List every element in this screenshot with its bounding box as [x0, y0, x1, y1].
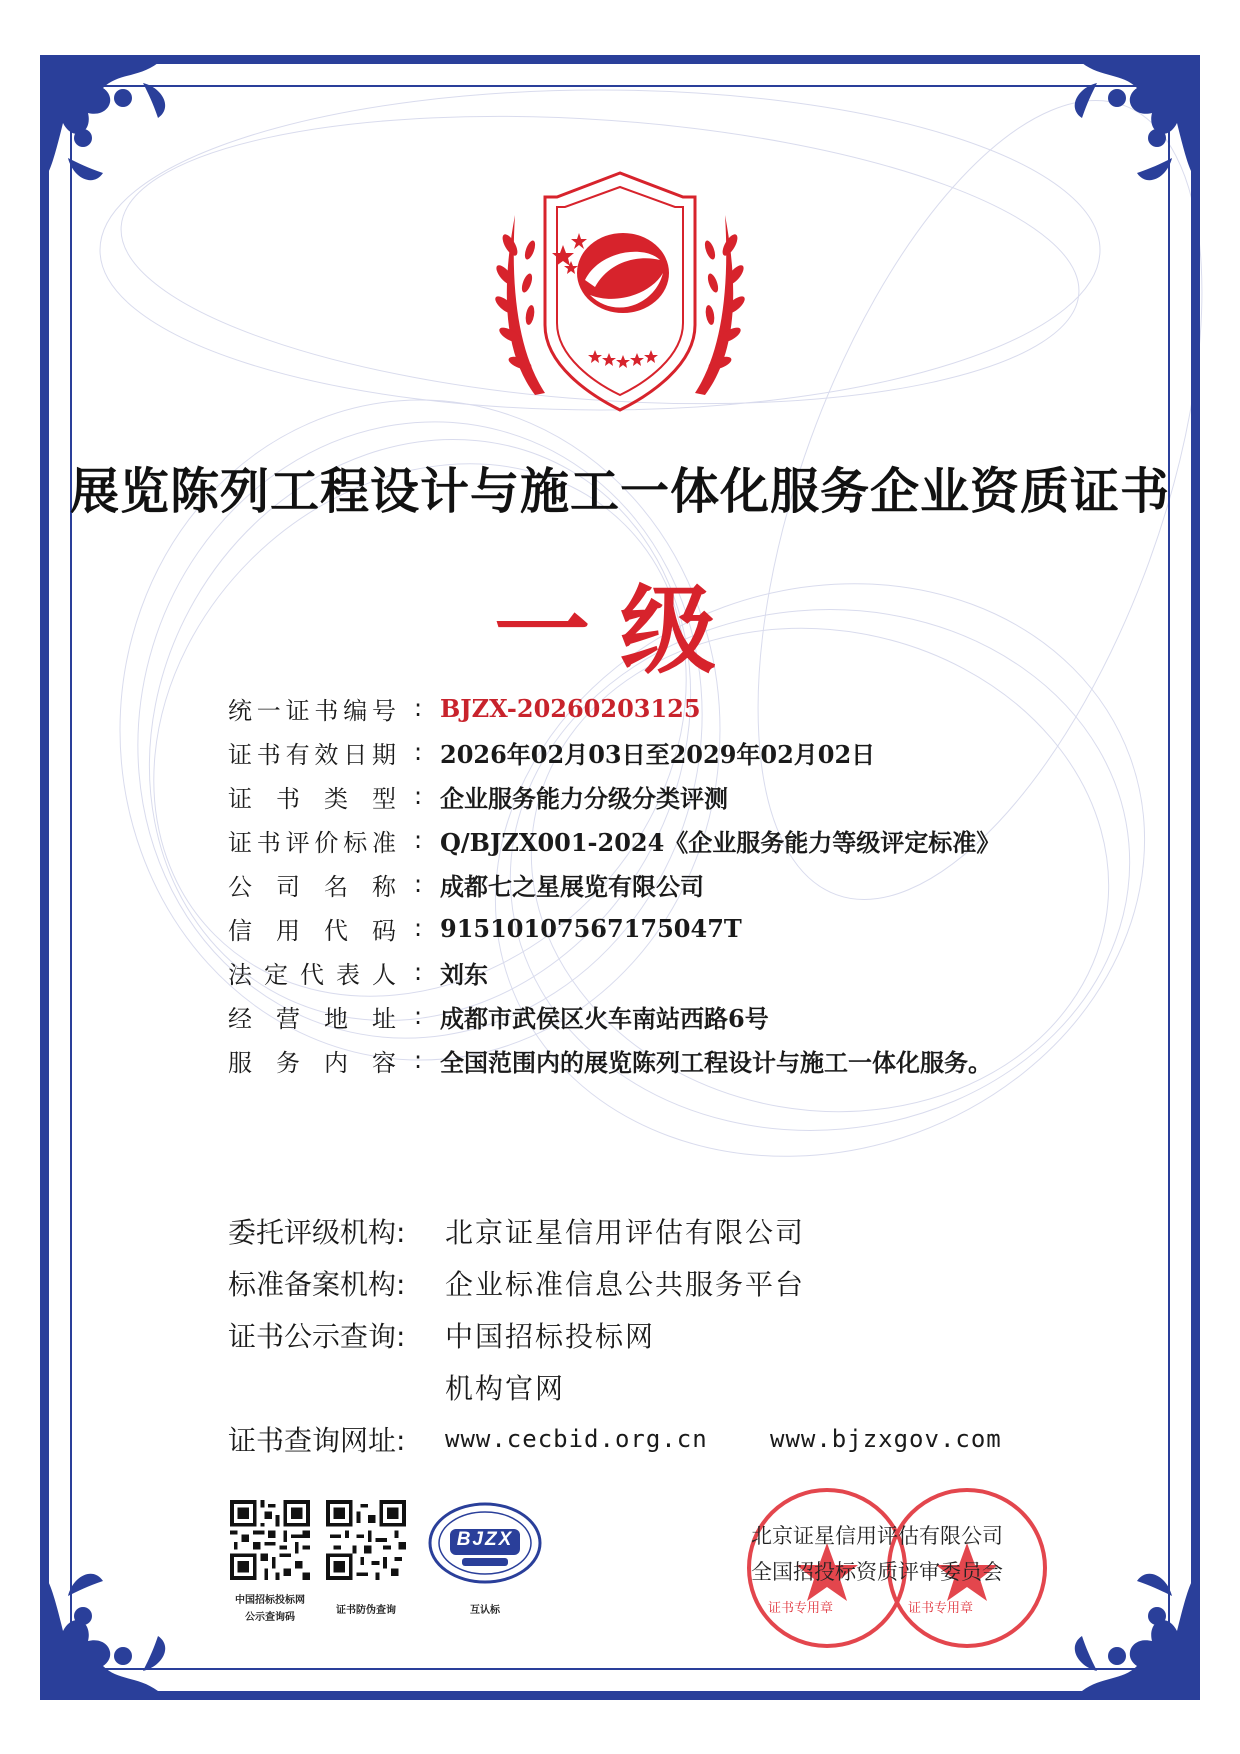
info-label: 证 书 评 价 标 准: [228, 828, 396, 857]
standard-org-row: [228, 1257, 1002, 1309]
public-query-row: [228, 1309, 1002, 1361]
info-label: 经 营 地 址: [228, 1004, 396, 1033]
badge-caption: 互认标: [470, 1605, 500, 1616]
qr-code-cecbid[interactable]: [230, 1500, 310, 1580]
info-row: [228, 1038, 1000, 1082]
info-value: Q/BJZX001-2024《企业服务能力等级评定标准》: [440, 827, 1001, 857]
query-url-row: [228, 1413, 1002, 1465]
shield-laurel-emblem: [475, 155, 765, 420]
standard-org-value: 企业标准信息公共服务平台: [445, 1268, 806, 1301]
info-label: 统 一 证 书 编 号: [228, 696, 396, 725]
info-label: 法 定 代 表 人: [228, 960, 396, 989]
info-label: 证 书 有 效 日 期: [228, 740, 396, 769]
info-colon: :: [413, 958, 423, 986]
certificate-title: 展览陈列工程设计与施工一体化服务企业资质证书: [70, 462, 1171, 520]
query-url-2[interactable]: www.bjzxgov.com: [770, 1425, 1002, 1453]
info-row: [228, 906, 1000, 950]
corner-ornament-top-right: [1052, 63, 1192, 203]
info-value: 2026年02月03日至2029年02月02日: [440, 739, 876, 769]
corner-ornament-bottom-right: [1052, 1551, 1192, 1691]
query-url-1[interactable]: www.cecbid.org.cn: [445, 1425, 708, 1453]
certificate-level: 一级: [494, 574, 746, 687]
info-colon: :: [413, 738, 423, 766]
info-row: [228, 730, 1000, 774]
certificate-info-table: [228, 686, 1000, 1082]
info-row: [228, 950, 1000, 994]
seal-label-left: 证书专用章: [768, 1601, 834, 1616]
corner-ornament-top-left: [48, 63, 188, 203]
info-value: 全国范围内的展览陈列工程设计与施工一体化服务。: [440, 1047, 992, 1077]
info-row: [228, 862, 1000, 906]
info-value: 成都七之星展览有限公司: [440, 871, 704, 901]
seal-label-right: 证书专用章: [908, 1601, 974, 1616]
seal-text-review-committee: 全国招投标资质评审委员会: [751, 1560, 1003, 1584]
public-query-value-1: 中国招标投标网: [445, 1320, 656, 1353]
info-row: [228, 686, 1000, 730]
public-query-label: 证书公示查询:: [228, 1320, 406, 1353]
organization-section: [228, 1205, 1002, 1465]
public-query-row-2: [228, 1361, 1002, 1413]
corner-ornament-bottom-left: [48, 1551, 188, 1691]
info-label: 信 用 代 码: [228, 916, 396, 945]
info-colon: :: [413, 914, 423, 942]
info-colon: :: [413, 870, 423, 898]
rating-org-label: 委托评级机构:: [228, 1216, 406, 1249]
info-value: BJZX-20260203125: [440, 693, 701, 723]
qr-code-anti-counterfeit[interactable]: [326, 1500, 406, 1580]
standard-org-label: 标准备案机构:: [228, 1268, 406, 1301]
info-colon: :: [413, 694, 423, 722]
bjzx-badge-text: BJZX: [456, 1529, 514, 1550]
info-label: 公 司 名 称: [228, 872, 396, 901]
info-label: 服 务 内 容: [228, 1048, 396, 1077]
query-url-label: 证书查询网址:: [228, 1424, 406, 1457]
info-value: 企业服务能力分级分类评测: [440, 783, 728, 813]
info-colon: :: [413, 826, 423, 854]
public-query-value-2: 机构官网: [445, 1372, 566, 1405]
info-row: [228, 818, 1000, 862]
info-value: 刘东: [440, 959, 488, 989]
info-row: [228, 774, 1000, 818]
info-colon: :: [413, 1046, 423, 1074]
info-colon: :: [413, 1002, 423, 1030]
seal-text-rating-org: 北京证星信用评估有限公司: [751, 1524, 1003, 1548]
rating-org-value: 北京证星信用评估有限公司: [445, 1216, 806, 1249]
info-colon: :: [413, 782, 423, 810]
rating-org-row: [228, 1205, 1002, 1257]
qr2-caption: 证书防伪查询: [336, 1605, 396, 1616]
info-label: 证 书 类 型: [228, 784, 396, 813]
info-value: 成都市武侯区火车南站西路6号: [440, 1003, 769, 1033]
info-row: [228, 994, 1000, 1038]
info-value: 91510107567175047T: [440, 913, 742, 943]
qr1-caption: 中国招标投标网 公示查询码: [235, 1595, 305, 1623]
